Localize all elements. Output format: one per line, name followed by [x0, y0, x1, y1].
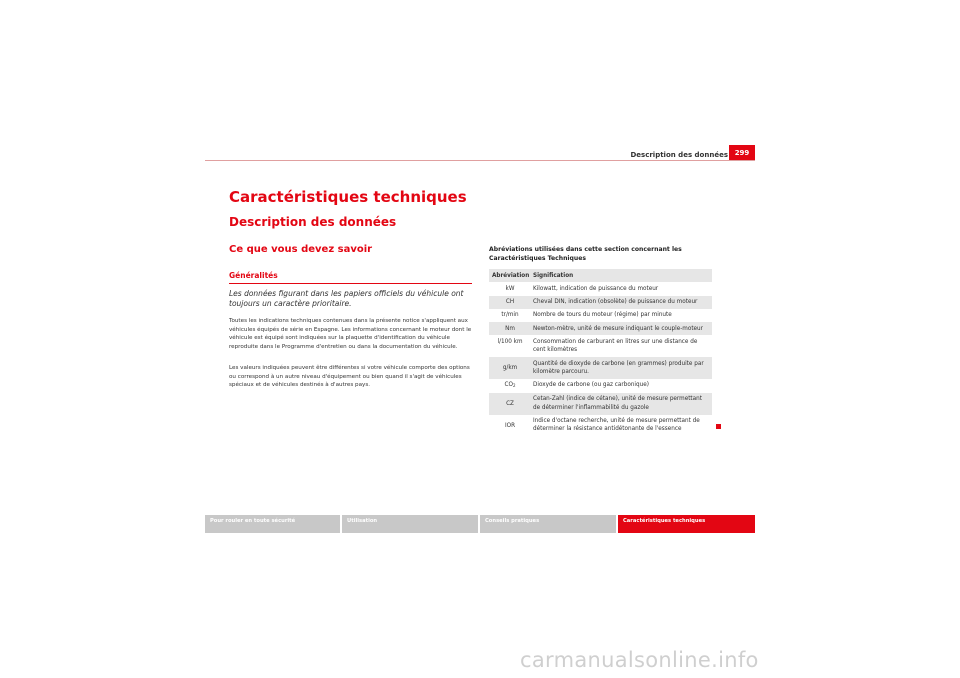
- table-row: [489, 322, 712, 335]
- paragraph-2: Les valeurs indiquées peuvent être différentes si votre véhicule comporte des options ou correspond à un autre niveau d'équipement ou bien quand il s'agit de véhicules spéciaux et de véhicules destinés à d'autres pays.: [229, 365, 470, 389]
- abbreviations-table: [489, 269, 712, 436]
- abbr-cell: IOR: [504, 422, 516, 429]
- watermark: carmanualsonline.info: [520, 648, 759, 672]
- section-title: Description des données: [229, 215, 397, 229]
- header-divider: [205, 160, 755, 161]
- meaning-cell: Dioxyde de carbone (ou gaz carbonique): [533, 382, 649, 389]
- chapter-title: Caractéristiques techniques: [229, 188, 467, 206]
- abbr-cell: [489, 379, 531, 393]
- subsection-title: Ce que vous devez savoir: [229, 244, 373, 255]
- table-row: [489, 357, 712, 379]
- table-row: [489, 415, 712, 437]
- meaning-cell: Quantité de dioxyde de carbone (en grammes) produite par kilomètre parcouru.: [533, 360, 704, 375]
- table-row: [489, 379, 712, 393]
- meaning-cell: Kilowatt, indication de puissance du moteur: [533, 285, 659, 292]
- intro-note: Les données figurant dans les papiers officiels du véhicule ont toujours un caractère prioritaire.: [229, 289, 464, 308]
- tab-conseils-pratiques[interactable]: Conseils pratiques: [480, 515, 616, 533]
- tab-caracteristiques-techniques[interactable]: Caractéristiques techniques: [618, 515, 755, 533]
- paragraph-1: Toutes les indications techniques contenues dans la présente notice s'appliquent aux véhicules équipés de série en Espagne. Les informations concernant le moteur dont le véhicule est équipé sont indiquées sur la plaquette d'identification du véhicule reproduite dans le Programme d'entretien ou dans la documentation du véhicule.: [229, 318, 472, 350]
- tab-securite[interactable]: Pour rouler en toute sécurité: [205, 515, 340, 533]
- meaning-cell: Indice d'octane recherche, unité de mesure permettant de déterminer la résistance antidétonante de l'essence: [533, 418, 700, 433]
- abbr-text: CO: [504, 382, 513, 389]
- meaning-cell: Cheval DIN, indication (obsolète) de puissance du moteur: [533, 299, 698, 306]
- generalites-heading: Généralités: [229, 271, 278, 280]
- abbr-subscript: 2: [512, 383, 516, 389]
- page-number: 299: [729, 145, 755, 160]
- abbr-cell: CH: [505, 299, 515, 306]
- abbr-cell: Nm: [505, 325, 515, 332]
- abbr-cell: g/km: [502, 365, 518, 372]
- table-row: [489, 309, 712, 322]
- table-row: [489, 393, 712, 415]
- meaning-cell: Cetan-Zahl (indice de cétane), unité de mesure permettant de déterminer l'inflammabilité du gazole: [533, 396, 702, 411]
- table-header-row: [489, 269, 712, 282]
- table-row: [489, 335, 712, 357]
- abbr-cell: CZ: [506, 400, 514, 407]
- table-caption: Abréviations utilisées dans cette section concernant les Caractéristiques Techniques: [489, 246, 682, 262]
- meaning-cell: Nombre de tours du moteur (régime) par minute: [533, 312, 672, 319]
- abbr-cell: kW: [505, 285, 515, 292]
- abbr-cell: l/100 km: [497, 338, 523, 345]
- abbr-cell: tr/min: [501, 312, 519, 319]
- meaning-cell: Newton-mètre, unité de mesure indiquant le couple-moteur: [533, 325, 703, 332]
- running-header-title: Description des données: [630, 151, 728, 159]
- table-row: [489, 282, 712, 295]
- header-meaning: Signification: [533, 272, 574, 279]
- meaning-cell: Consommation de carburant en litres sur une distance de cent kilomètres: [533, 338, 698, 354]
- tab-utilisation[interactable]: Utilisation: [342, 515, 478, 533]
- table-row: [489, 296, 712, 309]
- generalites-divider: [229, 283, 472, 284]
- section-end-marker: [716, 424, 721, 429]
- header-abbreviation: Abréviation: [492, 272, 530, 279]
